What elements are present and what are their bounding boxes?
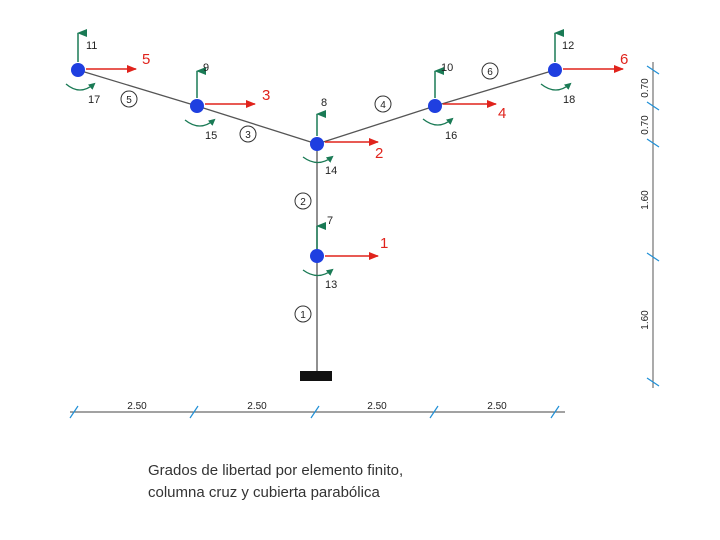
dof-rotation-label: 14	[325, 165, 338, 177]
dof-vertical-label: 9	[203, 62, 210, 74]
vertical-dimension	[640, 62, 659, 388]
dimension-label: 2.50	[487, 401, 507, 412]
force-label: 2	[375, 145, 384, 162]
dimension-label: 2.50	[247, 401, 267, 412]
dof-rotation-label: 15	[205, 130, 218, 142]
caption-line-1: Grados de libertad por elemento finito,	[148, 462, 404, 479]
node-group-n1	[295, 215, 388, 322]
force-label: 4	[498, 105, 507, 122]
dof-vertical-label: 8	[321, 97, 328, 109]
node	[428, 99, 442, 113]
dof-rotation-label: 13	[325, 279, 338, 291]
element-number: 1	[300, 310, 306, 321]
dof-rotation-label: 17	[88, 94, 101, 106]
node	[310, 137, 324, 151]
dof-vertical-label: 7	[327, 215, 334, 227]
dimension-label: 2.50	[367, 401, 387, 412]
caption-line-2: columna cruz y cubierta parabólica	[148, 484, 380, 501]
dof-vertical-label: 12	[562, 40, 575, 52]
dimension-label: 1.60	[640, 310, 651, 330]
node-group-n6	[482, 33, 628, 106]
node-group-n5	[66, 33, 150, 107]
node-group-n2	[295, 97, 383, 209]
rotation-dof-arc	[185, 120, 214, 126]
force-label: 3	[262, 87, 271, 104]
element-number: 5	[126, 95, 132, 106]
node	[190, 99, 204, 113]
fixed-support	[300, 371, 332, 381]
horizontal-dimension	[70, 401, 565, 418]
rotation-dof-arc	[541, 84, 570, 90]
dof-vertical-label: 11	[86, 40, 98, 52]
node-group-n3	[185, 62, 270, 142]
force-label: 5	[142, 51, 151, 68]
dof-rotation-label: 16	[445, 130, 458, 142]
rotation-dof-arc	[66, 84, 94, 90]
dof-rotation-label: 18	[563, 94, 576, 106]
element-number: 6	[487, 67, 493, 78]
force-label: 6	[620, 51, 629, 68]
dimension-label: 0.70	[640, 115, 651, 135]
element-number: 3	[245, 130, 251, 141]
dimension-label: 1.60	[640, 190, 651, 210]
element-number: 2	[300, 197, 306, 208]
figure-caption	[148, 460, 568, 504]
rotation-dof-arc	[423, 119, 452, 125]
node	[548, 63, 562, 77]
member-roof-right-inner	[317, 106, 435, 144]
node	[310, 249, 324, 263]
element-number: 4	[380, 100, 386, 111]
node	[71, 63, 85, 77]
force-label: 1	[380, 235, 389, 252]
dof-vertical-label: 10	[441, 62, 454, 74]
dimension-label: 0.70	[640, 78, 651, 98]
dimension-label: 2.50	[127, 401, 147, 412]
